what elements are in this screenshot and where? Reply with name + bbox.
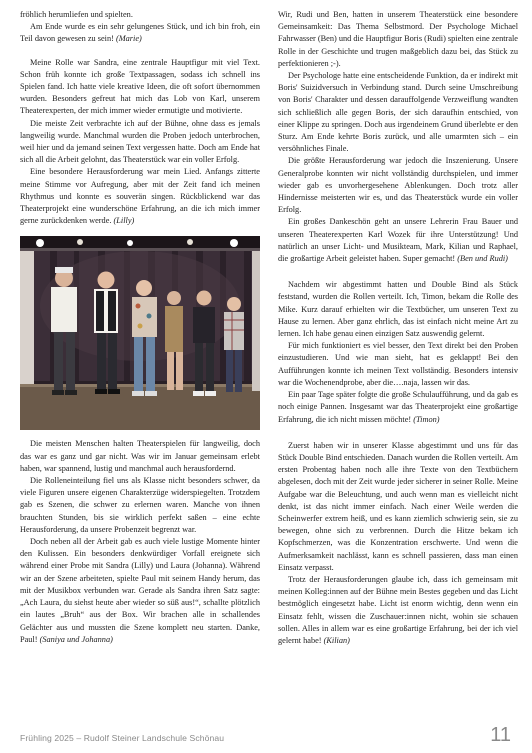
paragraph: Meine Rolle war Sandra, eine zentrale Hauptfigur mit viel Text. Schon früh konnte ich große Textpassagen, sodass ich schnell ins Spielen fand. Ich hatte viele kreative Ideen, die oft sofort übernommen wurden. Besonders gefreut hat mich das Lob von Karl, unserem Theaterexperten, der mich immer wieder ermutigte und motivierte.: [20, 57, 260, 116]
author-signature: (Ben und Rudi): [457, 254, 508, 264]
author-signature: (Marie): [115, 34, 142, 44]
footer-text: Frühling 2025 – Rudolf Steiner Landschule Schönau: [20, 733, 225, 743]
author-signature: (Saniya und Johanna): [39, 634, 113, 644]
paragraph: Wir, Rudi und Ben, hatten in unserem Theaterstück eine besondere Gemeinsamkeit: Das Thema Selbstmord. Der Psychologe Michael Fahrwasser (Ben) und die Hauptfigur Boris (Rudi) spielten eine zentrale Rolle in der Geschichte und trugen maßgeblich dazu bei, das Stück zu perfektionieren ;-).: [278, 10, 518, 68]
stage-photo-icon: [20, 236, 260, 430]
author-signature: (Timon): [413, 414, 440, 424]
paragraph: Die Rolleneinteilung fiel uns als Klasse nicht besonders schwer, da viele Figuren unsere eigenen Charakterzüge widerspiegelten. Trotzdem gab es Szenen, die schwer zu erlernen waren. Manche von ihnen brauchten Stunden, bis sie wirklich perfekt saßen – eine echte Herausforderung, da unsere Probenzeit begrenzt war.: [20, 476, 260, 534]
paragraph: Der Psychologe hatte eine entscheidende Funktion, da er indirekt mit Boris' Suizidversuch in Verbindung stand. Durch seine Umschreibung von Boris' Charakter und dessen darauffolgende Verzweiflung wandten sich schließlich alle gegen Boris, der sich daraufhin entschied, von einer Klippe zu springen. Doch aus irgendeinem Grund überlebte er den Sturz. Am Ende kehrte Boris zurück, und alle umarmten sich – ein versöhnliches Finale.: [278, 71, 518, 154]
author-signature: (Kilian): [323, 635, 350, 645]
paragraph: Die meisten Menschen halten Theaterspielen für langweilig, doch das war es ganz und gar nicht. Was wir im Januar gemeinsam erlebt haben, war spannend, lustig und manchmal auch herausfordernd.: [20, 439, 260, 473]
paragraph: Eine besondere Herausforderung war mein Lied. Anfangs zitterte meine Stimme vor Aufregung, aber mit der Zeit fand ich meinen Rhythmus und konnte es souverän singen. Rückblickend war das Theaterprojekt eine wunderschöne Erfahrung, an die ich mich immer gerne zurückdenken werde. (Lilly): [20, 167, 260, 226]
page-number: 11: [490, 724, 511, 746]
author-signature: (Lilly): [113, 216, 135, 226]
paragraph: Am Ende wurde es ein sehr gelungenes Stück, und ich bin froh, ein Teil davon gewesen zu sein! (Marie): [20, 22, 260, 44]
paragraph: Für mich funktioniert es viel besser, den Text direkt bei den Proben einzustudieren. Und wie man sieht, hat es geklappt! Bei den Aufführungen konnte ich meinen Text vollständig. Besonders intensiv war die Wochenendprobe, aber die….naja, lassen wir das.: [278, 341, 518, 387]
paragraph: fröhlich herumliefen und spielten.: [20, 10, 133, 19]
paragraph: Die größte Herausforderung war jedoch die Inszenierung. Unsere Generalprobe konnten wir nicht vollständig durchspielen, und immer wieder gab es unvorhergesehene Ablenkungen. Doch trotz aller Hindernisse meisterten wir es, und das Theaterstück wurde ein voller Erfolg.: [278, 156, 518, 215]
paragraph: Nachdem wir abgestimmt hatten und Double Bind als Stück feststand, wurden die Rollen verteilt. Ich, Timon, bekam die Rolle des Mike. Kurz darauf erhielten wir die Textbücher, um unseren Text zu Hause zu lernen. Aber ganz ehrlich, das ist einfach nicht meine Art zu lernen. Ich habe genau einen einzigen Satz auswendig gelernt.: [278, 280, 518, 339]
paragraph: Doch neben all der Arbeit gab es auch viele lustige Momente hinter den Kulissen. Ein besonders denkwürdiger Vorfall ereignete sich während einer Probe mit Sandra (Lilly) und Laura (Johanna). Während wir an der Szene arbeiteten, spielte Paul mit seinem Handy herum, das mit der Musikbox verbunden war. Gerade als Sandra ihren Satz sagte: „Ach Laura, du siehst heute aber wieder so süß aus!“, schallte plötzlich ein lautes „Bruh“ aus der Box. Wir brachen alle in schallendes Gelächter aus und mussten die Szene komplett neu starten. Danke, Paul! (Saniya und Johanna): [20, 537, 260, 644]
paragraph: Ein großes Dankeschön geht an unsere Lehrerin Frau Bauer und unseren Theaterexperten Karl Wozek für ihre Unterstützung! Und natürlich an unser Licht- und Musikteam, Mark, Kilian und Raphael, die großartige Arbeit geleistet haben. Super gemacht! (Ben und Rudi): [278, 217, 518, 264]
page-footer: [0, 724, 532, 753]
paragraph: Trotz der Herausforderungen glaube ich, dass ich gemeinsam mit meinen Kolleg:innen auf der Bühne mein Bestes gegeben und das Licht bestmöglich eingesetzt habe. Licht ist enorm wichtig, denn wenn ein Einsatz fehlt, wissen die Zuschauer:innen nicht, wohin sie schauen sollen. Alles in allem war es eine großartige Erfahrung, bei der ich viel gelernt habe! (Kilian): [278, 574, 518, 645]
paragraph: Zuerst haben wir in unserer Klasse abgestimmt und uns für das Stück Double Bind entschieden. Danach wurden die Rollen verteilt. Am ersten Probentag haben noch alle ihre Texte von den Textbüchern abgelesen, doch mit der Zeit wurde jeder sicherer in seiner Rolle. Meine Aufgabe war die Beleuchtung, und auch wenn man es vielleicht nicht denkt, ist das nicht immer einfach. Nach einer Weile werden die Scheinwerfer extrem heiß, und es kann ziemlich schwierig sein, sie zu bewegen, ohne sich zu verbrennen. Durch die Hitze bekam ich Kopfschmerzen, was die Konzentration erschwerte. Und wenn die Aufmerksamkeit nachlässt, kann es schnell passieren, dass man einen Einsatz verpasst.: [278, 440, 518, 572]
paragraph: Ein paar Tage später folgte die große Schulaufführung, und da gab es noch einige Pannen. Insgesamt war das Theaterprojekt eine großartige Erfahrung, die ich nicht missen möchte! (Timon): [278, 390, 518, 424]
left-column: [20, 9, 260, 646]
paragraph: Die meiste Zeit verbrachte ich auf der Bühne, ohne dass es jemals langweilig wurde. Manchmal wurden die Proben jedoch unterbrochen, weil hier und da jemand seinen Text vergessen hatte. Doch am Ende hat sich all die Arbeit gelohnt, das Theaterstück war ein voller Erfolg.: [20, 118, 260, 165]
right-column: [278, 9, 518, 647]
